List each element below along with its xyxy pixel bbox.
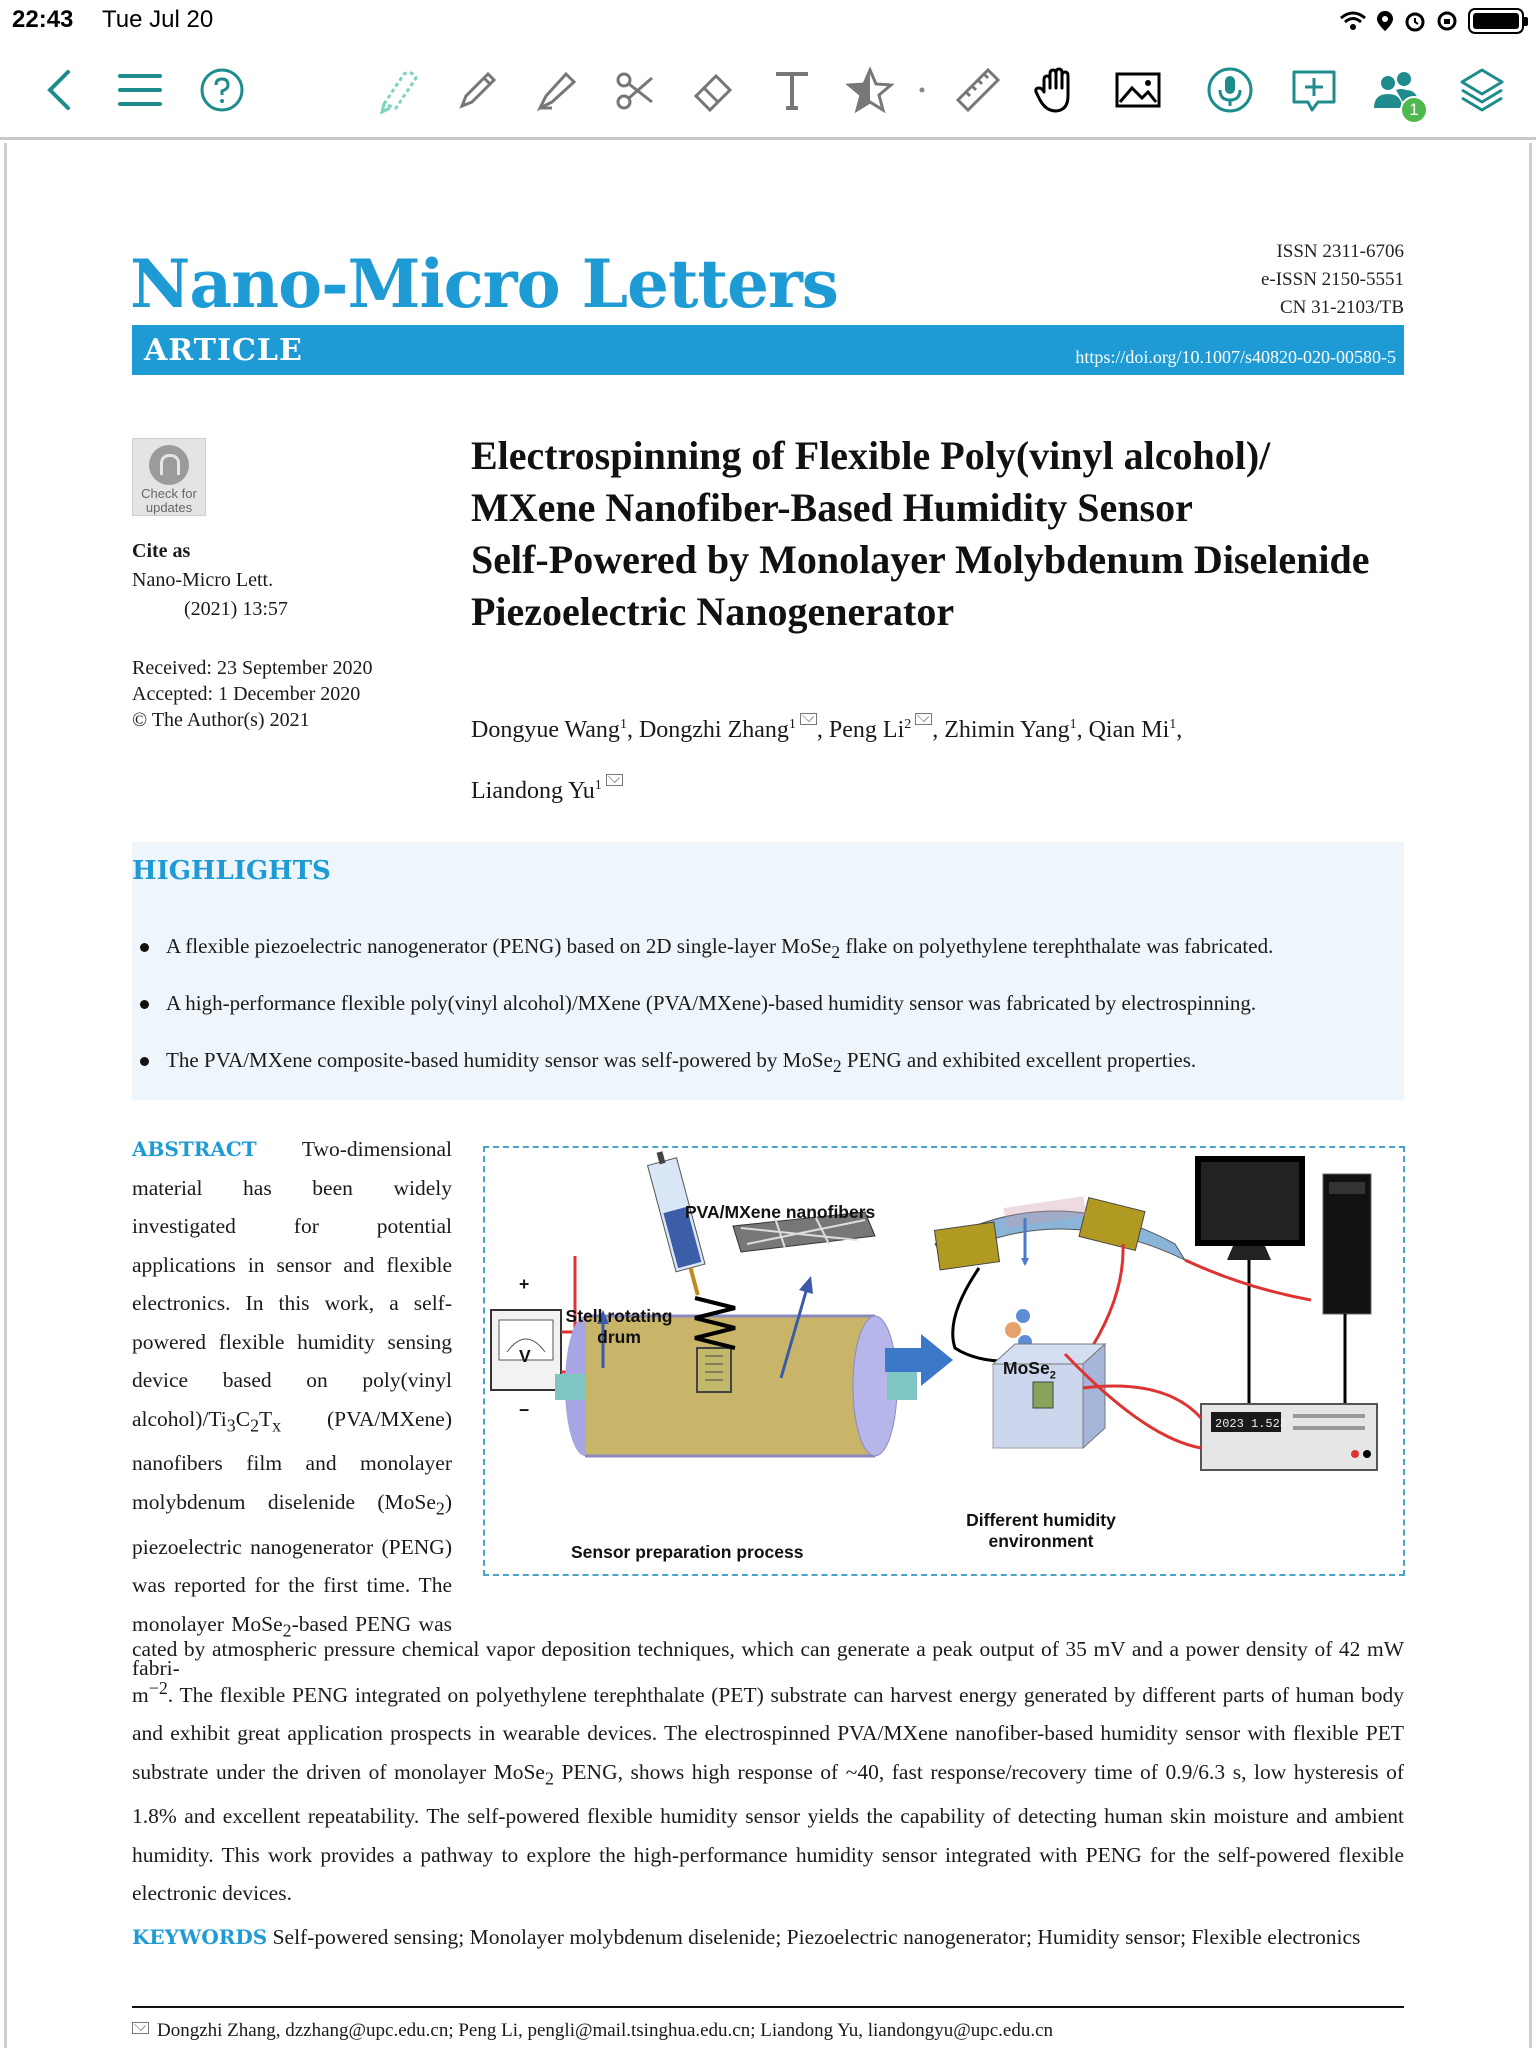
article-banner: [132, 325, 1404, 375]
author-list: Dongyue Wang$^1$, Dongzhi Zhang$^1$ , Peng Li$^2$ , Zhimin Yang$^1$, Qian Mi$^1$, Liandong Yu$^1$: [471, 697, 1421, 819]
abstract-heading: ABSTRACT: [132, 1137, 257, 1161]
scissors-icon: [610, 66, 658, 114]
highlighter-tool[interactable]: [528, 62, 584, 118]
mail-icon[interactable]: [606, 774, 623, 786]
menu-button[interactable]: [112, 62, 168, 118]
help-icon: [198, 66, 246, 114]
mail-icon: [132, 2022, 149, 2034]
author-name: Zhimin Yang: [944, 717, 1070, 743]
label-mose2: MoSe$_2$: [1003, 1358, 1056, 1382]
meter-display: 2023 1.523: [1215, 1417, 1288, 1431]
abstract-column: ABSTRACT Two-dimensional material has been widely investigated for potential applications in sensor and flexible electronics. In this work, a self-powered flexible humidity sensing device based on poly(vinyl $alcohol)/Ti_3C_2T_x$ (PVA/MXene) nanofibers film and monolayer molybdenum diselenide (MoSe$_2$) piezoelectric nanogenerator (PENG) was reported for the first time. The monolayer MoSe$_2$-based PENG was fabri-: [132, 1137, 452, 1681]
star-icon: [846, 66, 894, 114]
doi-link[interactable]: https://doi.org/10.1007/s40820-020-00580-5: [1075, 347, 1396, 367]
ruler-tool[interactable]: [950, 62, 1006, 118]
label-voltage: V: [519, 1346, 531, 1366]
label-drum: Stell rotating drum: [565, 1306, 673, 1347]
battery-icon: [1468, 8, 1524, 34]
mail-icon[interactable]: [915, 713, 932, 725]
lasso-icon: [374, 66, 422, 114]
rotation-lock-icon: [1436, 10, 1458, 32]
footnote-divider: [132, 2006, 1404, 2008]
cite-as-heading: Cite as: [132, 540, 191, 562]
keywords-heading: KEYWORDS: [132, 1925, 268, 1949]
wifi-icon: [1340, 10, 1366, 32]
text-tool[interactable]: [764, 62, 820, 118]
highlight-item: A high-performance flexible poly(vinyl alcohol)/MXene (PVA/MXene)-based humidity sensor was fabricated by electrospinning.: [140, 991, 1273, 1048]
label-sensor-process: Sensor preparation process: [571, 1542, 804, 1562]
cite-as: [132, 537, 288, 624]
annotation-toolbar: [0, 40, 1536, 140]
collaborators-count-badge: 1: [1400, 96, 1428, 124]
cite-volume: (2021) 13:57: [184, 598, 288, 620]
back-button[interactable]: [32, 62, 88, 118]
toolbar-separator-dot: [916, 62, 928, 118]
layers-button[interactable]: [1454, 62, 1510, 118]
highlight-item: The PVA/MXene composite-based humidity sensor was self-powered by MoSe$_2$ PENG and exhibited excellent properties.: [140, 1048, 1273, 1105]
hand-icon: [1032, 66, 1080, 114]
lasso-tool[interactable]: [370, 62, 426, 118]
ruler-icon: [954, 66, 1002, 114]
microphone-button[interactable]: [1202, 62, 1258, 118]
author-name: Qian Mi: [1088, 717, 1170, 743]
highlights-list: [140, 934, 1273, 1105]
label-minus: −: [519, 1400, 530, 1420]
back-icon: [36, 66, 84, 114]
status-bar: [0, 0, 1536, 40]
system-indicators: [1340, 8, 1524, 34]
cite-journal: Nano-Micro Lett.: [132, 569, 274, 591]
mail-icon[interactable]: [800, 713, 817, 725]
highlights-box: [132, 842, 1404, 1100]
highlighter-icon: [532, 66, 580, 114]
eraser-icon: [690, 66, 738, 114]
image-icon: [1114, 66, 1162, 114]
eraser-tool[interactable]: [686, 62, 742, 118]
label-nanofibers: PVA/MXene nanofibers: [685, 1202, 876, 1222]
highlights-heading: HIGHLIGHTS: [132, 856, 331, 886]
article-title: Electrospinning of Flexible Poly(vinyl alcohol)/ MXene Nanofiber-Based Humidity Sensor Self-Powered by Monolayer Molybdenum Diselenide Piezoelectric Nanogenerator: [471, 433, 1370, 634]
author-name: Peng Li: [828, 717, 905, 743]
issn-block: [1261, 238, 1404, 322]
journal-title: Nano-Micro Letters: [130, 245, 838, 323]
alarm-icon: [1404, 10, 1426, 32]
scissors-tool[interactable]: [606, 62, 662, 118]
issn: ISSN 2311-6706: [1276, 241, 1404, 262]
highlight-item: A flexible piezoelectric nanogenerator (PENG) based on 2D single-layer MoSe$_2$ flake on polyethylene terephthalate was fabricated.: [140, 934, 1273, 991]
pen-icon: [454, 66, 502, 114]
eissn: e-ISSN 2150-5551: [1260, 269, 1404, 290]
check-for-updates-badge[interactable]: Check for updates: [132, 438, 206, 516]
abstract-continued: cated by atmospheric pressure chemical vapor deposition techniques, which can generate a peak output of 35 mV and a power density of 42 mW $m^{-2}$. The flexible PENG integrated on polyethylene terephthalate (PET) substrate can harvest energy generated by different parts of human body and exhibit great application prospects in wearable devices. The electrospinned PVA/MXene nanofiber-based humidity sensor with flexible PET substrate under the driven of monolayer MoSe$_2$ PENG, shows high response of ~40, fast response/recovery time of 0.9/6.3 s, low hysteresis of 1.8% and excellent repeatability. The self-powered flexible humidity sensor yields the capability of detecting human skin moisture and ambient humidity. This work provides a pathway to explore the high-performance humidity sensor integrated with PENG for the self-powered flexible electronic devices.: [132, 1637, 1404, 1906]
label-humidity-environment: Different humidity environment: [966, 1510, 1116, 1551]
layers-icon: [1458, 66, 1506, 114]
add-comment-icon: [1290, 66, 1338, 114]
pen-tool[interactable]: [450, 62, 506, 118]
location-icon: [1376, 10, 1394, 32]
figure-illustration: [485, 1148, 1403, 1574]
help-button[interactable]: [194, 62, 250, 118]
stamp-tool[interactable]: [842, 62, 898, 118]
check-updates-icon: [149, 445, 189, 485]
graphical-abstract-figure: [483, 1146, 1405, 1576]
article-label: ARTICLE: [144, 333, 303, 368]
author-name: Dongzhi Zhang: [638, 717, 789, 743]
cn-number: CN 31-2103/TB: [1279, 297, 1404, 318]
hand-tool[interactable]: [1028, 62, 1084, 118]
image-tool[interactable]: [1110, 62, 1166, 118]
received-date: Received: 23 September 2020: [132, 657, 373, 679]
text-icon: [768, 66, 816, 114]
correspondence-footnote: Dongzhi Zhang, dzzhang@upc.edu.cn; Peng Li, pengli@mail.tsinghua.edu.cn; Liandong Yu, liandongyu@upc.edu.cn: [132, 2020, 1053, 2042]
add-comment-button[interactable]: [1286, 62, 1342, 118]
keywords: KEYWORDS Self-powered sensing; Monolayer molybdenum diselenide; Piezoelectric nanogenerator; Humidity sensor; Flexible electronics: [132, 1925, 1361, 1949]
battery-level: [1473, 13, 1519, 29]
accepted-date: Accepted: 1 December 2020: [132, 683, 361, 705]
author-name: Dongyue Wang: [471, 717, 620, 743]
status-date: Tue Jul 20: [102, 6, 214, 33]
copyright: © The Author(s) 2021: [132, 709, 310, 731]
author-name: Liandong Yu: [471, 778, 595, 804]
article-dates: [132, 655, 373, 733]
menu-icon: [116, 66, 164, 114]
microphone-icon: [1206, 66, 1254, 114]
collaborators-button[interactable]: [1368, 62, 1424, 118]
label-plus: +: [519, 1274, 530, 1294]
status-time: 22:43: [12, 6, 74, 33]
